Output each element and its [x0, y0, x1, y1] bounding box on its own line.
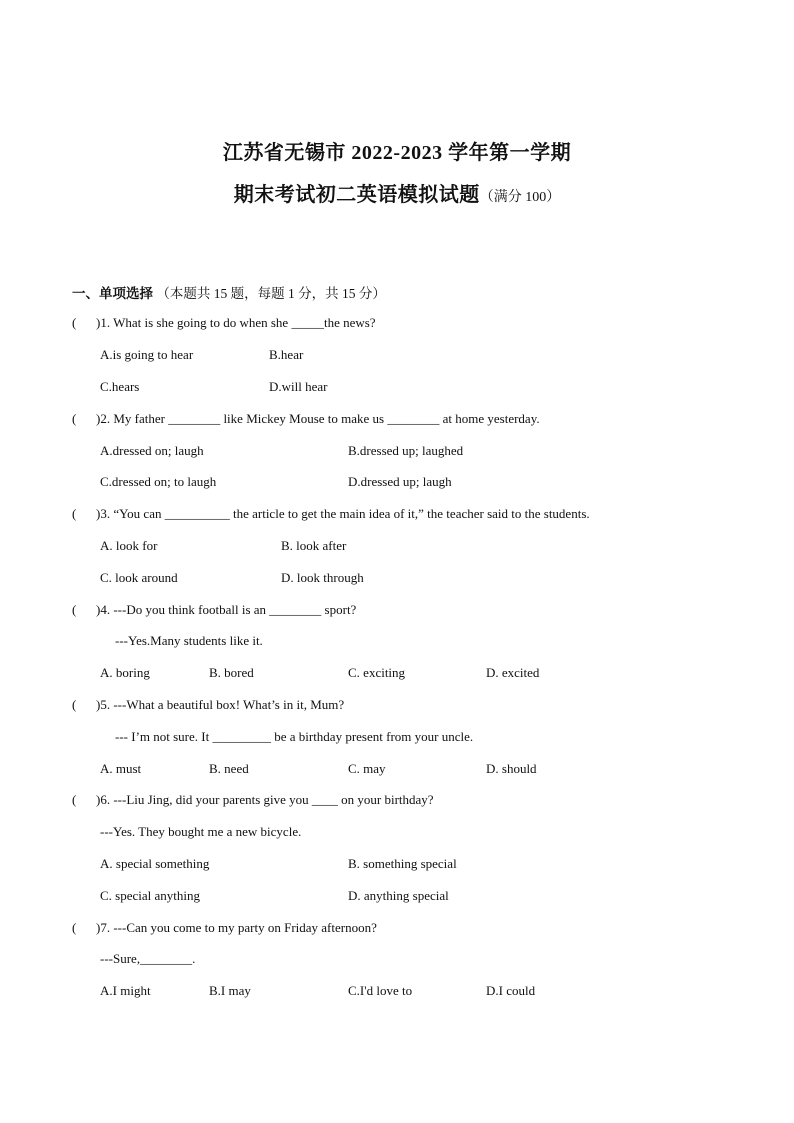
- q1-option-b: B.hear: [269, 347, 304, 362]
- q4-option-c: C. exciting: [348, 665, 406, 680]
- exam-title-line1: 江苏省无锡市 2022-2023 学年第一学期: [222, 142, 572, 164]
- question-1-stem: [72, 315, 376, 331]
- question-text: )7. ---Can you come to my party on Friday afternoon?: [96, 920, 377, 935]
- q6-option-b: B. something special: [348, 856, 457, 871]
- question-text: )5. ---What a beautiful box! What’s in it, Mum?: [96, 697, 345, 712]
- exam-score-note: （满分 100）: [479, 190, 561, 205]
- exam-title-main: 期末考试初二英语模拟试题: [233, 184, 480, 206]
- answer-bracket[interactable]: (: [72, 506, 77, 521]
- section-heading: [72, 282, 386, 302]
- question-3-stem: [72, 506, 590, 522]
- q4-reply: ---Yes.Many students like it.: [115, 633, 263, 648]
- q7-option-c: C.I'd love to: [348, 983, 413, 998]
- q5-reply: --- I’m not sure. It _________ be a birthday present from your uncle.: [115, 729, 474, 744]
- question-text: )4. ---Do you think football is an ________ sport?: [96, 602, 357, 617]
- question-6-stem: [72, 792, 434, 808]
- question-text: )2. My father ________ like Mickey Mouse to make us ________ at home yesterday.: [96, 411, 540, 426]
- q5-option-c: C. may: [348, 761, 386, 776]
- section-note: （本题共 15 题，每题 1 分，共 15 分）: [156, 286, 386, 301]
- q2-option-b: B.dressed up; laughed: [348, 443, 464, 458]
- q2-option-d: D.dressed up; laugh: [348, 474, 452, 489]
- q1-option-c: C.hears: [100, 379, 140, 394]
- q7-option-a: A.I might: [100, 983, 151, 998]
- q4-option-d: D. excited: [486, 665, 540, 680]
- q6-option-d: D. anything special: [348, 888, 449, 903]
- q1-option-a: A.is going to hear: [100, 347, 194, 362]
- q6-option-c: C. special anything: [100, 888, 201, 903]
- answer-bracket[interactable]: (: [72, 792, 77, 807]
- q7-reply: ---Sure,________.: [100, 951, 196, 966]
- q5-option-b: B. need: [209, 761, 249, 776]
- q4-option-b: B. bored: [209, 665, 254, 680]
- exam-title-line2: [0, 178, 794, 207]
- answer-bracket[interactable]: (: [72, 411, 77, 426]
- q2-option-a: A.dressed on; laugh: [100, 443, 204, 458]
- question-7-stem: [72, 920, 377, 936]
- question-text: )3. “You can __________ the article to get the main idea of it,” the teacher said to the students.: [96, 506, 590, 521]
- q5-option-a: A. must: [100, 761, 142, 776]
- q2-option-c: C.dressed on; to laugh: [100, 474, 217, 489]
- q3-option-c: C. look around: [100, 570, 178, 585]
- answer-bracket[interactable]: (: [72, 602, 77, 617]
- q5-option-d: D. should: [486, 761, 537, 776]
- answer-bracket[interactable]: (: [72, 315, 77, 330]
- q3-option-b: B. look after: [281, 538, 347, 553]
- question-text: )1. What is she going to do when she _____the news?: [96, 315, 376, 330]
- question-2-stem: [72, 411, 540, 427]
- q6-reply: ---Yes. They bought me a new bicycle.: [100, 824, 302, 839]
- q6-option-a: A. special something: [100, 856, 210, 871]
- answer-bracket[interactable]: (: [72, 697, 77, 712]
- answer-bracket[interactable]: (: [72, 920, 77, 935]
- q4-option-a: A. boring: [100, 665, 150, 680]
- question-text: )6. ---Liu Jing, did your parents give you ____ on your birthday?: [96, 792, 434, 807]
- q7-option-d: D.I could: [486, 983, 536, 998]
- q1-option-d: D.will hear: [269, 379, 328, 394]
- question-4-stem: [72, 602, 356, 618]
- q7-option-b: B.I may: [209, 983, 251, 998]
- q3-option-a: A. look for: [100, 538, 158, 553]
- question-5-stem: [72, 697, 344, 713]
- section-title: 一、单项选择: [72, 286, 153, 301]
- q3-option-d: D. look through: [281, 570, 364, 585]
